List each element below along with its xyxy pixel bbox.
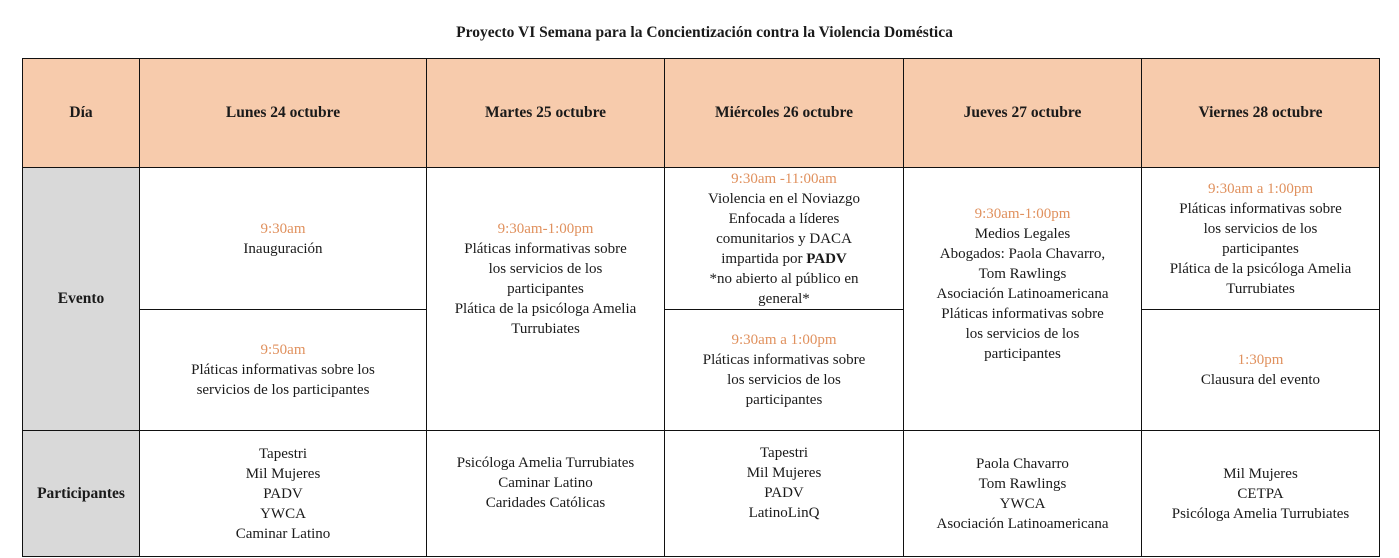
participant: PADV [263,485,303,502]
header-viernes: Viernes 28 octubre [1142,59,1380,168]
participant: Psicóloga Amelia Turrubiates [1171,505,1350,522]
event-viernes-a [1142,168,1380,310]
event-time: 9:30am-1:00pm [497,221,594,237]
event-line: Pláticas informativas sobre [941,306,1104,322]
event-note: general* [758,290,810,307]
row-label-participantes: Participantes [23,431,140,557]
evento-row-2 [23,310,1380,431]
participant: Caminar Latino [498,474,593,491]
participant: Mil Mujeres [245,465,321,482]
header-miercoles: Miércoles 26 octubre [665,59,904,168]
event-line: Medios Legales [974,226,1071,242]
event-lunes-a [140,168,427,310]
participants-miercoles [665,431,904,557]
event-line: los servicios de los [1203,220,1318,237]
event-line: Abogados: Paola Chavarro, [939,246,1106,262]
event-line: participantes [984,346,1061,362]
event-line: Turrubiates [1226,280,1295,297]
event-line: Inauguración [243,240,323,257]
event-line: Clausura del evento [1200,372,1321,388]
event-line: Pláticas informativas sobre [702,352,866,368]
padv-bold: PADV [806,250,847,267]
event-line [669,249,899,269]
event-time: 9:30am a 1:00pm [1208,180,1313,197]
row-label-evento: Evento [23,168,140,431]
participantes-row [23,431,1380,557]
event-line: Violencia en el Noviazgo [708,190,860,207]
participant: CETPA [1237,485,1284,502]
participant: LatinoLinQ [748,504,820,521]
event-martes [427,168,665,431]
event-time: 9:30am -11:00am [731,170,837,187]
event-line: participantes [507,281,584,297]
event-time: 9:30am [260,220,306,237]
participant: Tapestri [258,445,308,462]
event-line: Plática de la psicóloga Amelia [1169,260,1352,277]
event-miercoles-b [665,310,904,431]
event-note: *no abierto al público en [709,270,859,287]
evento-row-1 [23,168,1380,310]
event-time: 9:30am-1:00pm [974,206,1071,222]
event-line: los servicios de los [965,326,1080,342]
event-time: 9:30am a 1:00pm [731,332,837,348]
participant: YWCA [999,495,1046,512]
event-line: Pláticas informativas sobre [1179,200,1342,217]
event-line: los servicios de los [488,261,603,277]
event-time: 9:50am [260,342,306,358]
participant: Mil Mujeres [746,464,822,481]
participants-jueves [904,431,1142,557]
participant: PADV [764,484,804,501]
event-lunes-b [140,310,427,431]
participant: Paola Chavarro [976,455,1069,472]
event-line: Plática de la psicóloga Amelia [454,301,637,317]
header-row [23,59,1380,168]
schedule-table [22,58,1380,557]
event-line: comunitarios y DACA [716,230,852,247]
event-line: Asociación Latinoamericana [936,286,1109,302]
event-line: Turrubiates [511,321,580,337]
participant: Psicóloga Amelia Turrubiates [456,454,635,471]
event-miercoles-a [665,168,904,310]
event-viernes-b [1142,310,1380,431]
participants-martes [427,431,665,557]
participants-viernes [1142,431,1380,557]
event-time: 1:30pm [1237,352,1284,368]
participant: Mil Mujeres [1223,465,1298,482]
event-line: los servicios de los [727,372,841,388]
participant: YWCA [260,505,306,522]
event-line: Pláticas informativas sobre los [191,362,375,378]
header-jueves: Jueves 27 octubre [904,59,1142,168]
participants-lunes [140,431,427,557]
participant: Caminar Latino [235,525,331,542]
participant: Tapestri [759,444,809,461]
impartida-text: impartida por [721,250,807,267]
participant: Caridades Católicas [485,494,606,511]
header-lunes: Lunes 24 octubre [140,59,427,168]
participant: Asociación Latinoamericana [936,515,1109,532]
event-line: Pláticas informativas sobre [464,241,627,257]
event-line: participantes [1222,240,1299,257]
event-jueves [904,168,1142,431]
event-line: servicios de los participantes [196,382,370,398]
event-line: Tom Rawlings [978,266,1067,282]
participant: Tom Rawlings [978,475,1067,492]
event-line: Enfocada a líderes [728,210,840,227]
event-line: participantes [745,392,823,408]
document-title: Proyecto VI Semana para la Concientización contra la Violencia Doméstica [456,24,953,41]
header-dia: Día [23,59,140,168]
header-martes: Martes 25 octubre [427,59,665,168]
